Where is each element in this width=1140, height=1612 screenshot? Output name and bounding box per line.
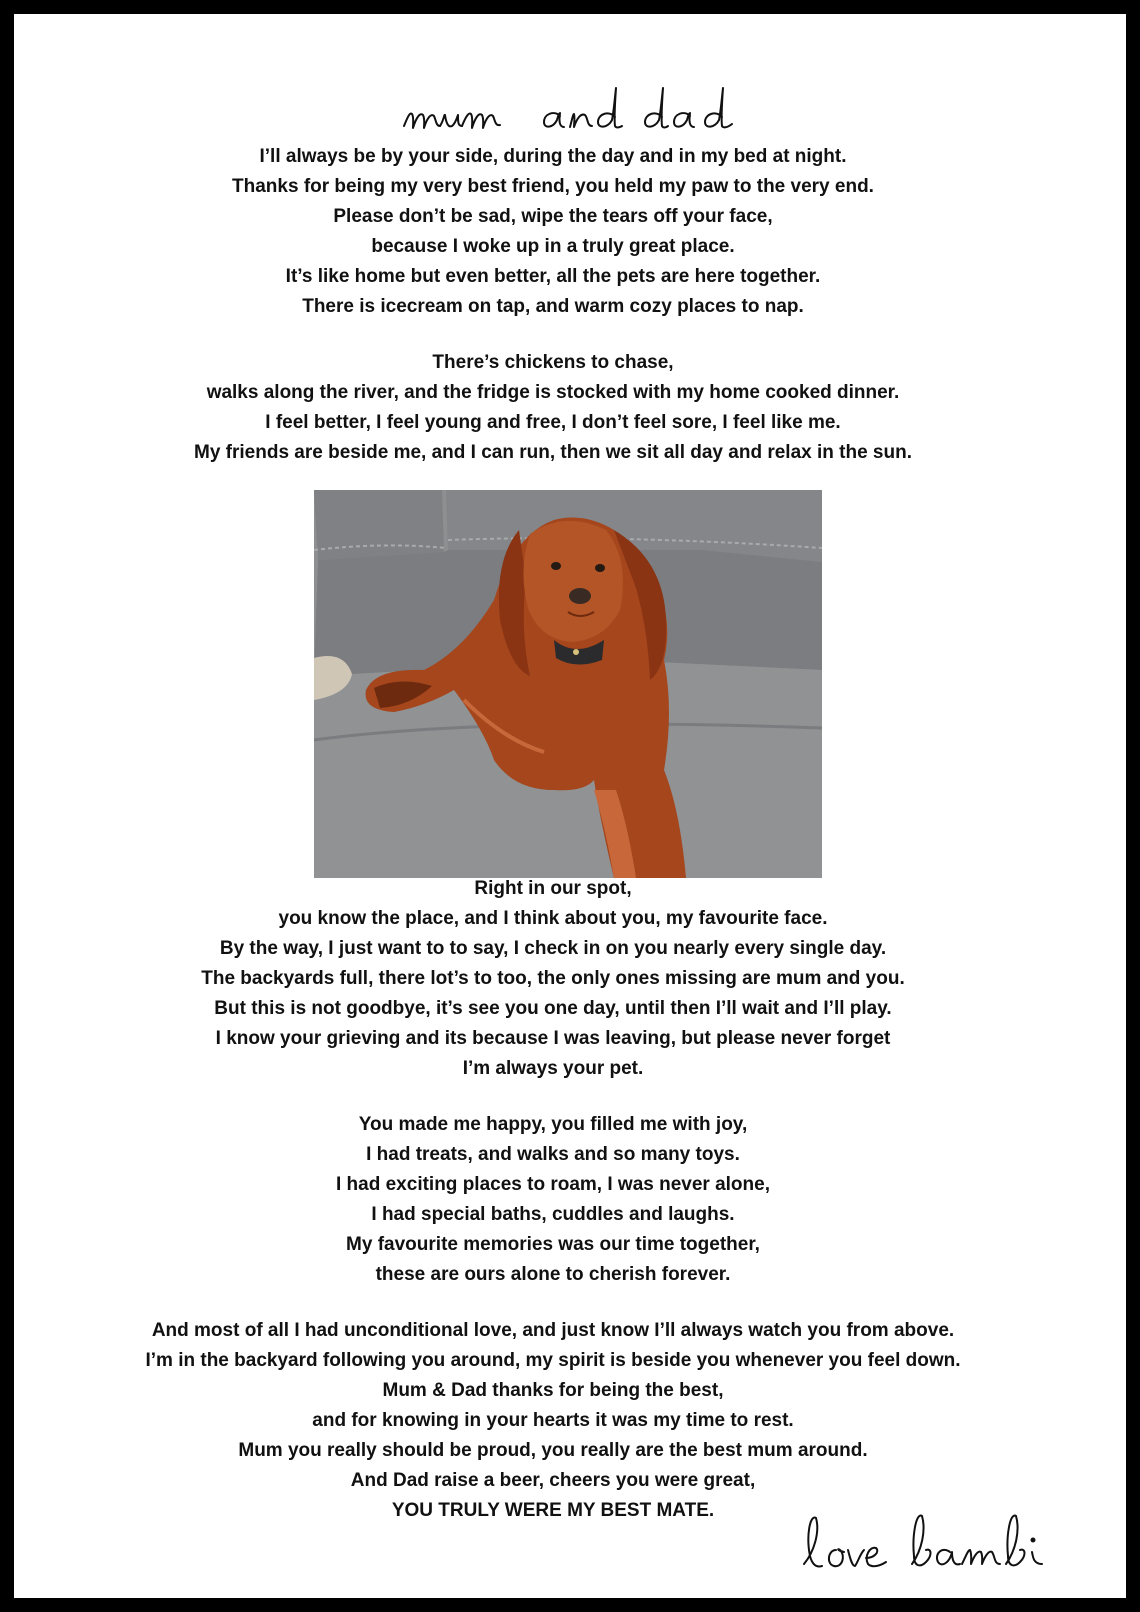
stanza-5 [14, 1316, 1092, 1526]
poem-line: Thanks for being my very best friend, you held my paw to the very end. [232, 176, 874, 197]
poem-line: YOU TRULY WERE MY BEST MATE. [391, 1500, 715, 1521]
dog-photo [314, 490, 822, 878]
signature-text [800, 1506, 848, 1517]
poem-line: Right in our spot, [474, 878, 632, 899]
poem-title [14, 82, 1126, 140]
poem-line: I’ll always be by your side, during the day and in my bed at night. [259, 146, 847, 167]
poem-line: I’m in the backyard following you around, my spirit is beside you whenever you feel down. [145, 1350, 961, 1371]
stanza-1 [14, 142, 1092, 322]
poem-line: and for knowing in your hearts it was my time to rest. [312, 1410, 794, 1431]
handwritten-signature [800, 1506, 1070, 1586]
poem-line: I’m always your pet. [462, 1058, 644, 1079]
dog-head [523, 521, 622, 642]
poem-line: I had exciting places to roam, I was never alone, [336, 1174, 770, 1195]
collar-tag [573, 649, 579, 655]
poem-title-text [14, 82, 1126, 93]
poem-line: walks along the river, and the fridge is stocked with my home cooked dinner. [206, 382, 900, 403]
poem-line: And Dad raise a beer, cheers you were great, [350, 1470, 756, 1491]
poem-line: My favourite memories was our time together, [346, 1234, 760, 1255]
poem-line: you know the place, and I think about you, my favourite face. [278, 908, 828, 929]
poem-line: There’s chickens to chase, [432, 352, 674, 373]
poem-line: I feel better, I feel young and free, I don’t feel sore, I feel like me. [265, 412, 841, 433]
dog-right-eye [595, 564, 605, 572]
poem-line: It’s like home but even better, all the pets are here together. [285, 266, 821, 287]
poem-line: I had treats, and walks and so many toys. [366, 1144, 740, 1165]
poem-line: I know your grieving and its because I was leaving, but please never forget [215, 1028, 891, 1049]
dog-left-eye [551, 562, 561, 570]
poem-line: Please don’t be sad, wipe the tears off your face, [333, 206, 773, 227]
stanza-2 [14, 348, 1092, 468]
dog-nose [569, 588, 591, 604]
poem-line: Mum you really should be proud, you really are the best mum around. [238, 1440, 868, 1461]
poem-line: But this is not goodbye, it’s see you one day, until then I’ll wait and I’ll play. [214, 998, 892, 1019]
poem-line: because I woke up in a truly great place. [371, 236, 735, 257]
poem-line: And most of all I had unconditional love, and just know I’ll always watch you from above. [151, 1320, 955, 1341]
poem-line: Mum & Dad thanks for being the best, [382, 1380, 724, 1401]
poem-line: You made me happy, you filled me with joy, [358, 1114, 748, 1135]
poem-page [14, 14, 1126, 1598]
sofa-back-left [314, 490, 444, 560]
poem-line: I had special baths, cuddles and laughs. [371, 1204, 735, 1225]
poem-line: The backyards full, there lot’s to too, the only ones missing are mum and you. [201, 968, 905, 989]
poem-line: By the way, I just want to to say, I check in on you nearly every single day. [219, 938, 887, 959]
poem-line: these are ours alone to cherish forever. [375, 1264, 731, 1285]
signature [800, 1506, 1070, 1586]
poem-line: My friends are beside me, and I can run, then we sit all day and relax in the sun. [194, 442, 912, 463]
stanza-3 [14, 874, 1092, 1084]
stanza-4 [14, 1110, 1092, 1290]
poem-line: There is icecream on tap, and warm cozy places to nap. [302, 296, 804, 317]
